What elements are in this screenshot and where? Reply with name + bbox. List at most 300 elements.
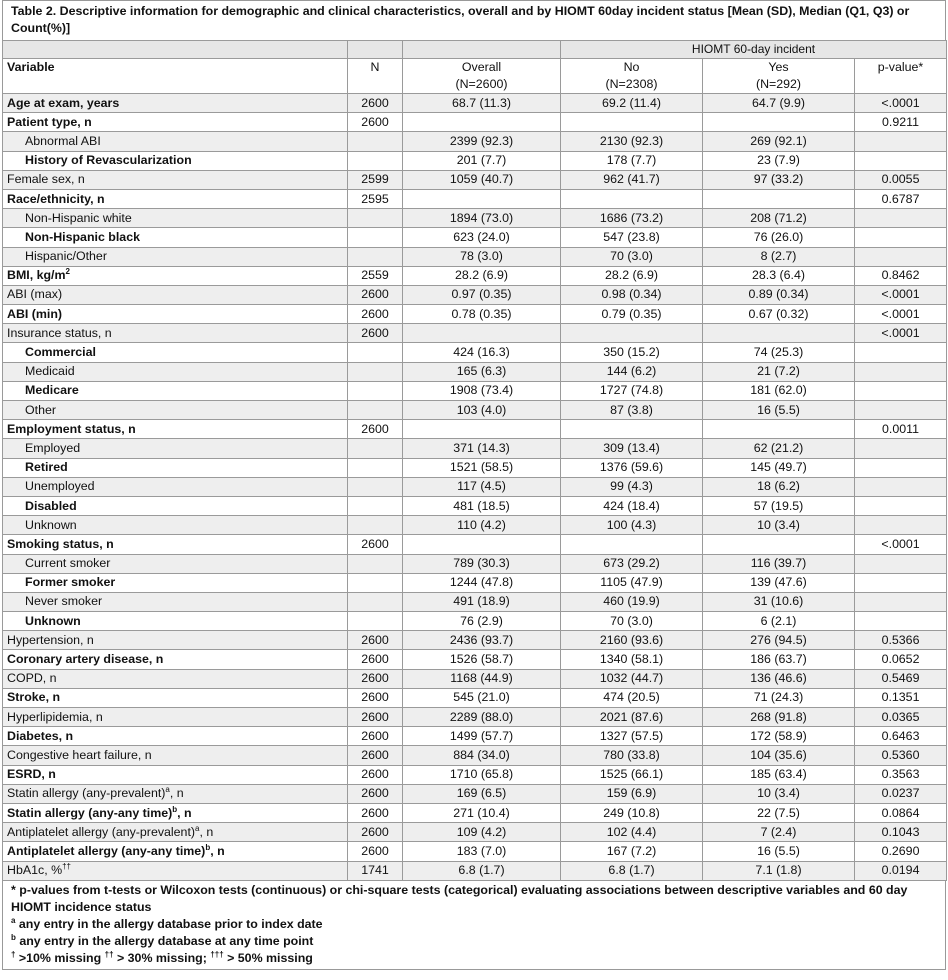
variable-cell: Statin allergy (any-prevalent)$^a$, n	[3, 784, 348, 803]
variable-cell: BMI, $kg/m^2$	[3, 266, 348, 285]
yes-cell: 6 (2.1)	[703, 612, 855, 631]
no-cell	[561, 113, 703, 132]
no-cell: 474 (20.5)	[561, 688, 703, 707]
column-header-row	[3, 59, 947, 94]
yes-cell: 16 (5.5)	[703, 842, 855, 861]
table-footnotes	[2, 881, 946, 970]
overall-cell: 1168 (44.9)	[403, 669, 561, 688]
n-cell	[348, 381, 403, 400]
variable-cell: Race/ethnicity, n	[3, 189, 348, 208]
n-cell: 2559	[348, 266, 403, 285]
no-cell: 962 (41.7)	[561, 170, 703, 189]
variable-cell: Hyperlipidemia, n	[3, 708, 348, 727]
table-row	[3, 516, 947, 535]
overall-cell: 76 (2.9)	[403, 612, 561, 631]
overall-cell: 68.7 (11.3)	[403, 94, 561, 113]
overall-cell: 2289 (88.0)	[403, 708, 561, 727]
yes-cell	[703, 535, 855, 554]
footnote: $^b$ any entry in the allergy database at any time point	[11, 932, 314, 948]
overall-cell: 1894 (73.0)	[403, 209, 561, 228]
no-cell: 1340 (58.1)	[561, 650, 703, 669]
n-cell: 2599	[348, 170, 403, 189]
pvalue-cell	[855, 477, 947, 496]
yes-cell: 16 (5.5)	[703, 401, 855, 420]
no-cell: 424 (18.4)	[561, 496, 703, 515]
variable-cell: Unemployed	[3, 477, 348, 496]
yes-cell: 172 (58.9)	[703, 727, 855, 746]
overall-cell	[403, 420, 561, 439]
pvalue-cell: 0.0194	[855, 861, 947, 880]
pvalue-cell: <.0001	[855, 285, 947, 304]
table-row	[3, 650, 947, 669]
pvalue-cell: 0.6787	[855, 189, 947, 208]
no-cell: 70 (3.0)	[561, 612, 703, 631]
table-row	[3, 324, 947, 343]
variable-cell: Never smoker	[3, 592, 348, 611]
pvalue-cell	[855, 381, 947, 400]
pvalue-cell	[855, 209, 947, 228]
table-row	[3, 401, 947, 420]
yes-cell: 181 (62.0)	[703, 381, 855, 400]
table-row	[3, 554, 947, 573]
overall-cell	[403, 324, 561, 343]
pvalue-cell	[855, 612, 947, 631]
no-cell: 350 (15.2)	[561, 343, 703, 362]
no-cell: 2021 (87.6)	[561, 708, 703, 727]
characteristics-table	[2, 40, 947, 881]
header-overall: Overall (N=2600)	[403, 59, 561, 94]
variable-cell: ABI (min)	[3, 305, 348, 324]
pvalue-cell: 0.0237	[855, 784, 947, 803]
table-row	[3, 151, 947, 170]
no-cell: 102 (4.4)	[561, 823, 703, 842]
pvalue-cell: 0.3563	[855, 765, 947, 784]
n-cell	[348, 554, 403, 573]
n-cell: 2600	[348, 324, 403, 343]
no-cell: 1686 (73.2)	[561, 209, 703, 228]
no-cell: 159 (6.9)	[561, 784, 703, 803]
n-cell: 2600	[348, 688, 403, 707]
no-cell: 460 (19.9)	[561, 592, 703, 611]
n-cell	[348, 343, 403, 362]
pvalue-cell: 0.5469	[855, 669, 947, 688]
table-row	[3, 708, 947, 727]
n-cell	[348, 228, 403, 247]
pvalue-cell: 0.2690	[855, 842, 947, 861]
table-row	[3, 305, 947, 324]
pvalue-cell: 0.1043	[855, 823, 947, 842]
no-cell: 178 (7.7)	[561, 151, 703, 170]
n-cell: 2600	[348, 113, 403, 132]
pvalue-cell: <.0001	[855, 94, 947, 113]
table-row	[3, 823, 947, 842]
variable-cell: Current smoker	[3, 554, 348, 573]
variable-cell: Congestive heart failure, n	[3, 746, 348, 765]
no-cell: 2160 (93.6)	[561, 631, 703, 650]
yes-cell: 74 (25.3)	[703, 343, 855, 362]
overall-cell	[403, 535, 561, 554]
yes-cell: 76 (26.0)	[703, 228, 855, 247]
overall-cell	[403, 189, 561, 208]
yes-cell: 104 (35.6)	[703, 746, 855, 765]
variable-cell: Stroke, n	[3, 688, 348, 707]
yes-cell: 208 (71.2)	[703, 209, 855, 228]
variable-cell: Employed	[3, 439, 348, 458]
variable-cell: Diabetes, n	[3, 727, 348, 746]
table-row	[3, 496, 947, 515]
variable-cell: Other	[3, 401, 348, 420]
n-cell	[348, 496, 403, 515]
n-cell: 2600	[348, 765, 403, 784]
yes-cell: 64.7 (9.9)	[703, 94, 855, 113]
pvalue-cell	[855, 362, 947, 381]
pvalue-cell	[855, 247, 947, 266]
table-row	[3, 170, 947, 189]
table-row	[3, 688, 947, 707]
variable-cell: Medicaid	[3, 362, 348, 381]
pvalue-cell: 0.6463	[855, 727, 947, 746]
table-row	[3, 247, 947, 266]
overall-cell: 169 (6.5)	[403, 784, 561, 803]
variable-cell: Age at exam, years	[3, 94, 348, 113]
no-cell: 87 (3.8)	[561, 401, 703, 420]
yes-cell: 185 (63.4)	[703, 765, 855, 784]
variable-cell: Non-Hispanic black	[3, 228, 348, 247]
overall-cell: 2399 (92.3)	[403, 132, 561, 151]
yes-cell: 23 (7.9)	[703, 151, 855, 170]
variable-cell: Antiplatelet allergy (any-any time)$^b$, n	[3, 842, 348, 861]
variable-cell: COPD, n	[3, 669, 348, 688]
overall-cell: 884 (34.0)	[403, 746, 561, 765]
pvalue-cell	[855, 439, 947, 458]
variable-cell: Commercial	[3, 343, 348, 362]
variable-cell: Unknown	[3, 516, 348, 535]
pvalue-cell	[855, 458, 947, 477]
n-cell: 1741	[348, 861, 403, 880]
n-cell: 2600	[348, 631, 403, 650]
document-table-container	[2, 0, 946, 970]
variable-cell: Medicare	[3, 381, 348, 400]
group-header-row	[3, 41, 947, 59]
table-row	[3, 746, 947, 765]
table-row	[3, 727, 947, 746]
no-cell: 70 (3.0)	[561, 247, 703, 266]
table-row	[3, 765, 947, 784]
yes-cell: 10 (3.4)	[703, 784, 855, 803]
footnote: $^a$ any entry in the allergy database prior to index date	[11, 915, 323, 931]
n-cell	[348, 132, 403, 151]
pvalue-cell	[855, 343, 947, 362]
yes-cell: 57 (19.5)	[703, 496, 855, 515]
table-row	[3, 803, 947, 822]
no-cell: 0.79 (0.35)	[561, 305, 703, 324]
footnote: † >10% missing †† > 30% missing; ††† > 50% missing	[11, 949, 313, 965]
overall-cell: 109 (4.2)	[403, 823, 561, 842]
variable-cell: Insurance status, n	[3, 324, 348, 343]
pvalue-cell	[855, 592, 947, 611]
no-cell	[561, 189, 703, 208]
header-variable: Variable	[3, 59, 348, 94]
yes-cell	[703, 113, 855, 132]
pvalue-cell	[855, 554, 947, 573]
table-row	[3, 477, 947, 496]
yes-cell: 71 (24.3)	[703, 688, 855, 707]
variable-cell: Coronary artery disease, n	[3, 650, 348, 669]
table-row	[3, 573, 947, 592]
pvalue-cell: 0.0365	[855, 708, 947, 727]
overall-cell: 201 (7.7)	[403, 151, 561, 170]
table-row	[3, 861, 947, 880]
no-cell: 6.8 (1.7)	[561, 861, 703, 880]
pvalue-cell	[855, 401, 947, 420]
variable-cell: Non-Hispanic white	[3, 209, 348, 228]
overall-cell: 1499 (57.7)	[403, 727, 561, 746]
yes-cell: 22 (7.5)	[703, 803, 855, 822]
table-row	[3, 362, 947, 381]
table-row	[3, 266, 947, 285]
n-cell	[348, 439, 403, 458]
header-pvalue: p-value*	[855, 59, 947, 94]
yes-cell: 31 (10.6)	[703, 592, 855, 611]
pvalue-cell: 0.0864	[855, 803, 947, 822]
no-cell: 1525 (66.1)	[561, 765, 703, 784]
no-cell: 167 (7.2)	[561, 842, 703, 861]
variable-cell: Statin allergy (any-any time)$^b$, n	[3, 803, 348, 822]
table-row	[3, 784, 947, 803]
n-cell: 2600	[348, 420, 403, 439]
pvalue-cell: <.0001	[855, 324, 947, 343]
n-cell: 2600	[348, 305, 403, 324]
overall-cell: 103 (4.0)	[403, 401, 561, 420]
yes-cell	[703, 189, 855, 208]
header-yes: Yes (N=292)	[703, 59, 855, 94]
no-cell: 69.2 (11.4)	[561, 94, 703, 113]
pvalue-cell: 0.0055	[855, 170, 947, 189]
overall-cell: 0.97 (0.35)	[403, 285, 561, 304]
table-row	[3, 94, 947, 113]
yes-cell: 269 (92.1)	[703, 132, 855, 151]
n-cell	[348, 209, 403, 228]
pvalue-cell	[855, 496, 947, 515]
no-cell: 249 (10.8)	[561, 803, 703, 822]
table-row	[3, 209, 947, 228]
pvalue-cell	[855, 573, 947, 592]
yes-cell: 7.1 (1.8)	[703, 861, 855, 880]
pvalue-cell: 0.8462	[855, 266, 947, 285]
overall-cell: 623 (24.0)	[403, 228, 561, 247]
overall-cell: 165 (6.3)	[403, 362, 561, 381]
pvalue-cell: 0.1351	[855, 688, 947, 707]
no-cell: 2130 (92.3)	[561, 132, 703, 151]
yes-cell: 18 (6.2)	[703, 477, 855, 496]
overall-cell: 110 (4.2)	[403, 516, 561, 535]
yes-cell: 62 (21.2)	[703, 439, 855, 458]
no-cell: 1327 (57.5)	[561, 727, 703, 746]
table-caption: Table 2. Descriptive information for demographic and clinical characteristics, overall and by HIOMT 60day incident status [Mean (SD), Median (Q1, Q3) or Count(%)]	[2, 0, 946, 40]
no-cell	[561, 420, 703, 439]
yes-cell: 21 (7.2)	[703, 362, 855, 381]
table-row	[3, 535, 947, 554]
n-cell: 2600	[348, 823, 403, 842]
overall-cell: 78 (3.0)	[403, 247, 561, 266]
overall-cell: 789 (30.3)	[403, 554, 561, 573]
no-cell: 309 (13.4)	[561, 439, 703, 458]
table-row	[3, 612, 947, 631]
variable-cell: Abnormal ABI	[3, 132, 348, 151]
table-row	[3, 228, 947, 247]
pvalue-cell: 0.0011	[855, 420, 947, 439]
n-cell	[348, 573, 403, 592]
yes-cell: 97 (33.2)	[703, 170, 855, 189]
variable-cell: Former smoker	[3, 573, 348, 592]
no-cell: 780 (33.8)	[561, 746, 703, 765]
variable-cell: HbA1c, %††	[3, 861, 348, 880]
header-n: N	[348, 59, 403, 94]
n-cell: 2600	[348, 285, 403, 304]
overall-cell: 1059 (40.7)	[403, 170, 561, 189]
pvalue-cell: 0.5366	[855, 631, 947, 650]
overall-cell: 0.78 (0.35)	[403, 305, 561, 324]
overall-cell: 6.8 (1.7)	[403, 861, 561, 880]
overall-cell: 117 (4.5)	[403, 477, 561, 496]
pvalue-cell	[855, 132, 947, 151]
n-cell: 2600	[348, 842, 403, 861]
variable-cell: Employment status, n	[3, 420, 348, 439]
group-header: HIOMT 60-day incident	[561, 41, 947, 59]
table-row	[3, 669, 947, 688]
n-cell	[348, 612, 403, 631]
pvalue-cell: <.0001	[855, 305, 947, 324]
table-row	[3, 842, 947, 861]
overall-cell: 2436 (93.7)	[403, 631, 561, 650]
overall-cell: 1521 (58.5)	[403, 458, 561, 477]
table-row	[3, 631, 947, 650]
yes-cell: 0.67 (0.32)	[703, 305, 855, 324]
pvalue-cell	[855, 151, 947, 170]
overall-cell: 1526 (58.7)	[403, 650, 561, 669]
overall-cell: 1244 (47.8)	[403, 573, 561, 592]
overall-cell: 28.2 (6.9)	[403, 266, 561, 285]
no-cell: 0.98 (0.34)	[561, 285, 703, 304]
yes-cell	[703, 420, 855, 439]
n-cell: 2600	[348, 784, 403, 803]
yes-cell: 116 (39.7)	[703, 554, 855, 573]
yes-cell: 10 (3.4)	[703, 516, 855, 535]
variable-cell: Patient type, n	[3, 113, 348, 132]
no-cell: 1105 (47.9)	[561, 573, 703, 592]
pvalue-cell	[855, 228, 947, 247]
header-no: No (N=2308)	[561, 59, 703, 94]
overall-cell: 545 (21.0)	[403, 688, 561, 707]
no-cell: 1727 (74.8)	[561, 381, 703, 400]
table-row	[3, 458, 947, 477]
n-cell: 2600	[348, 535, 403, 554]
table-row	[3, 189, 947, 208]
n-cell: 2600	[348, 650, 403, 669]
no-cell: 144 (6.2)	[561, 362, 703, 381]
variable-cell: Antiplatelet allergy (any-prevalent)$^a$, n	[3, 823, 348, 842]
n-cell: 2600	[348, 708, 403, 727]
yes-cell: 276 (94.5)	[703, 631, 855, 650]
no-cell: 100 (4.3)	[561, 516, 703, 535]
yes-cell: 7 (2.4)	[703, 823, 855, 842]
yes-cell	[703, 324, 855, 343]
no-cell: 99 (4.3)	[561, 477, 703, 496]
overall-cell: 1908 (73.4)	[403, 381, 561, 400]
table-row	[3, 343, 947, 362]
overall-cell: 1710 (65.8)	[403, 765, 561, 784]
overall-cell: 371 (14.3)	[403, 439, 561, 458]
pvalue-cell: 0.9211	[855, 113, 947, 132]
yes-cell: 145 (49.7)	[703, 458, 855, 477]
variable-cell: Female sex, n	[3, 170, 348, 189]
yes-cell: 268 (91.8)	[703, 708, 855, 727]
variable-cell: ABI (max)	[3, 285, 348, 304]
n-cell: 2600	[348, 94, 403, 113]
n-cell: 2600	[348, 746, 403, 765]
no-cell: 547 (23.8)	[561, 228, 703, 247]
pvalue-cell: 0.0652	[855, 650, 947, 669]
table-row	[3, 439, 947, 458]
overall-cell: 481 (18.5)	[403, 496, 561, 515]
yes-cell: 139 (47.6)	[703, 573, 855, 592]
n-cell	[348, 516, 403, 535]
overall-cell: 491 (18.9)	[403, 592, 561, 611]
yes-cell: 136 (46.6)	[703, 669, 855, 688]
n-cell	[348, 151, 403, 170]
table-row	[3, 285, 947, 304]
variable-cell: Unknown	[3, 612, 348, 631]
yes-cell: 8 (2.7)	[703, 247, 855, 266]
table-row	[3, 420, 947, 439]
table-row	[3, 132, 947, 151]
variable-cell: History of Revascularization	[3, 151, 348, 170]
variable-cell: Disabled	[3, 496, 348, 515]
no-cell: 1032 (44.7)	[561, 669, 703, 688]
table-row	[3, 381, 947, 400]
n-cell: 2600	[348, 727, 403, 746]
n-cell	[348, 592, 403, 611]
no-cell	[561, 324, 703, 343]
n-cell: 2600	[348, 803, 403, 822]
overall-cell: 271 (10.4)	[403, 803, 561, 822]
variable-cell: Hispanic/Other	[3, 247, 348, 266]
n-cell	[348, 458, 403, 477]
variable-cell: Smoking status, n	[3, 535, 348, 554]
variable-cell: Retired	[3, 458, 348, 477]
overall-cell: 424 (16.3)	[403, 343, 561, 362]
pvalue-cell: <.0001	[855, 535, 947, 554]
variable-cell: ESRD, n	[3, 765, 348, 784]
n-cell	[348, 362, 403, 381]
n-cell: 2600	[348, 669, 403, 688]
yes-cell: 186 (63.7)	[703, 650, 855, 669]
table-row	[3, 113, 947, 132]
n-cell: 2595	[348, 189, 403, 208]
variable-cell: Hypertension, n	[3, 631, 348, 650]
no-cell: 28.2 (6.9)	[561, 266, 703, 285]
overall-cell	[403, 113, 561, 132]
no-cell	[561, 535, 703, 554]
footnote: * p-values from t-tests or Wilcoxon tests (continuous) or chi-square tests (categorical) evaluating associations between descriptive variables and 60 day HIOMT incidence status	[11, 882, 908, 914]
n-cell	[348, 401, 403, 420]
yes-cell: 28.3 (6.4)	[703, 266, 855, 285]
n-cell	[348, 477, 403, 496]
overall-cell: 183 (7.0)	[403, 842, 561, 861]
pvalue-cell: 0.5360	[855, 746, 947, 765]
no-cell: 1376 (59.6)	[561, 458, 703, 477]
no-cell: 673 (29.2)	[561, 554, 703, 573]
